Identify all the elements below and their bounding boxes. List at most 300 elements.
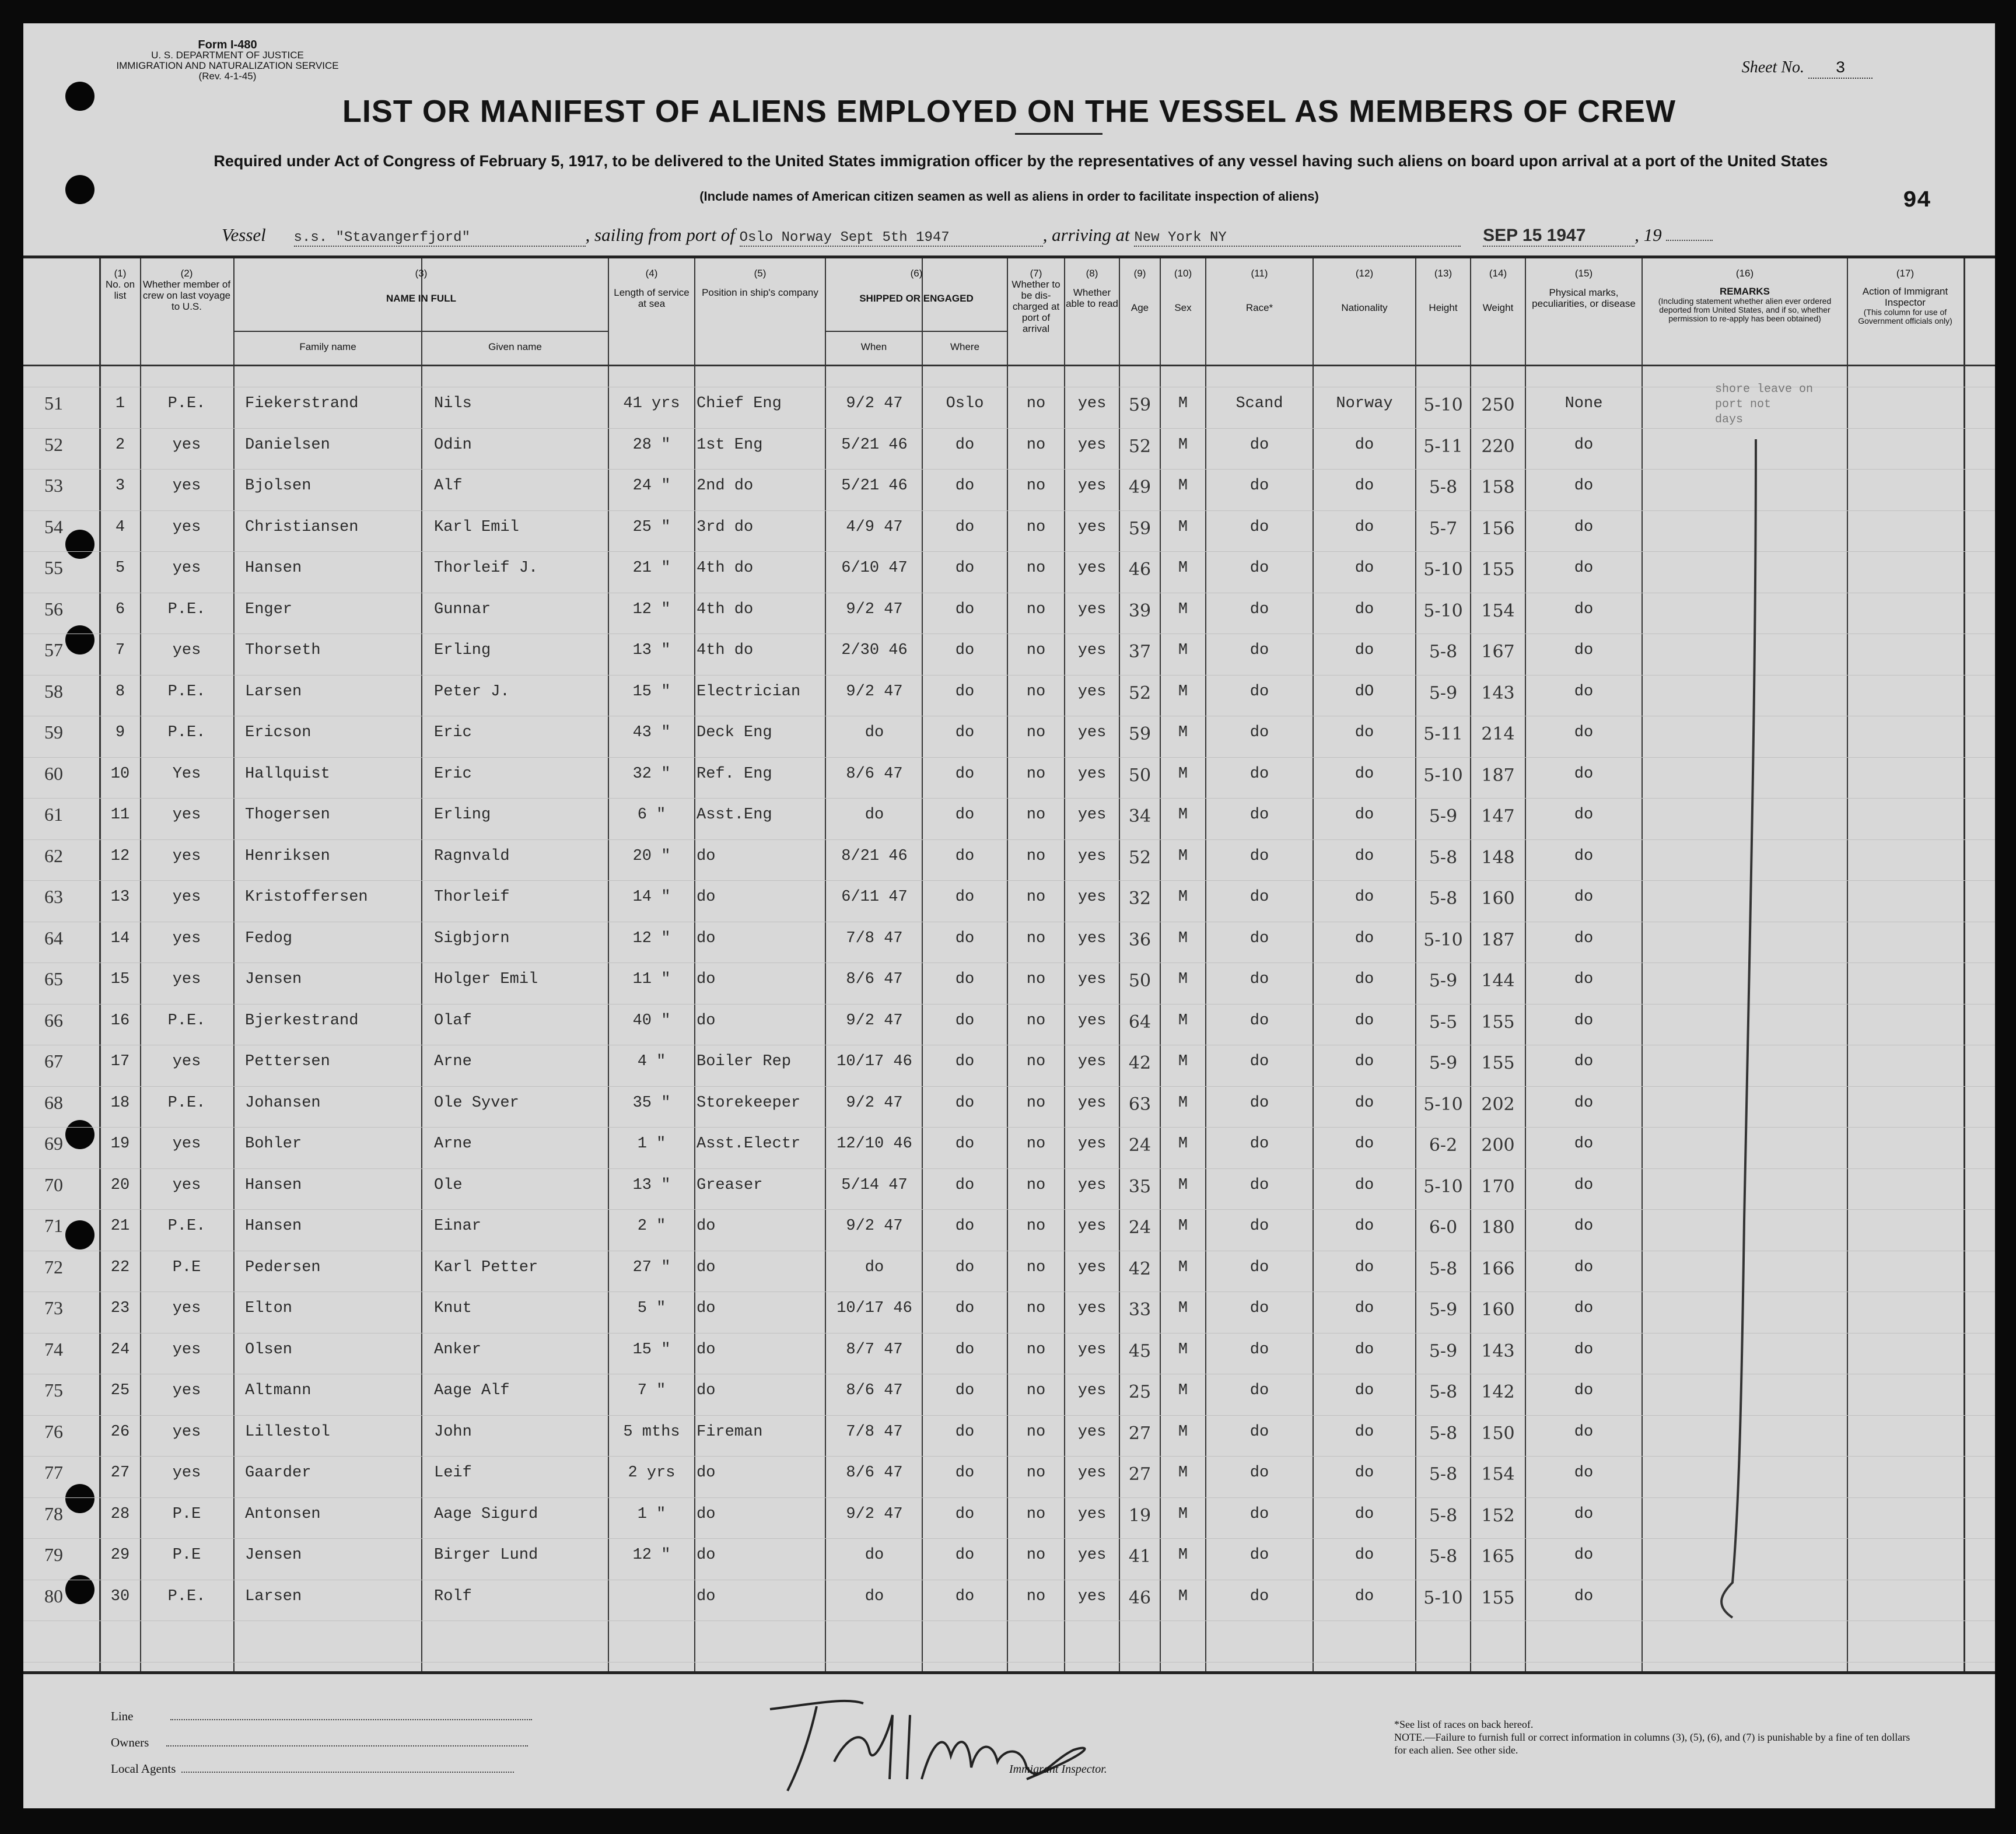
- crew-cell-sex: M: [1178, 1217, 1188, 1235]
- year-label: , 19: [1634, 225, 1662, 245]
- crew-cell-service: 43 ": [632, 724, 671, 741]
- column-rule: [922, 258, 923, 1671]
- crew-cell-sex: M: [1178, 1300, 1188, 1317]
- crew-cell-when: do: [864, 1258, 884, 1276]
- crew-cell-service: 32 ": [632, 765, 671, 783]
- crew-cell-position: do: [696, 888, 716, 906]
- crew-cell-age: 46: [1128, 559, 1152, 580]
- crew-cell-when: do: [864, 1587, 884, 1605]
- col15-header: (15) Physical marks, peculiarities, or disease: [1532, 268, 1636, 309]
- crew-cell-position: do: [696, 1587, 716, 1605]
- margin-line-number: 62: [44, 845, 63, 866]
- crew-cell-read: yes: [1077, 600, 1107, 618]
- crew-cell-family: Olsen: [245, 1340, 293, 1359]
- crew-cell-position: Ref. Eng: [696, 765, 772, 783]
- crew-cell-position: do: [696, 1464, 716, 1482]
- column-rule: [1312, 258, 1314, 1671]
- crew-cell-disch: no: [1026, 1464, 1046, 1482]
- crew-cell-family: Fedog: [245, 929, 293, 947]
- crew-cell-no: 10: [110, 765, 130, 783]
- crew-cell-read: yes: [1077, 971, 1107, 988]
- crew-cell-where: do: [955, 724, 975, 741]
- col6-subrule: [826, 331, 1007, 332]
- crew-cell-where: do: [955, 1505, 975, 1523]
- crew-cell-disch: no: [1026, 642, 1046, 659]
- crew-cell-last: P.E.: [167, 1094, 206, 1112]
- ruled-line: [23, 1004, 1995, 1005]
- col13-header: (13) Height: [1429, 268, 1458, 313]
- crew-cell-weight: 155: [1481, 1012, 1515, 1032]
- crew-cell-position: 4th do: [696, 642, 754, 659]
- owners-field: [111, 1735, 528, 1750]
- margin-line-number: 73: [44, 1297, 63, 1318]
- crew-cell-when: 9/2 47: [846, 1094, 903, 1112]
- crew-cell-given: John: [434, 1423, 472, 1441]
- crew-cell-age: 42: [1128, 1258, 1152, 1279]
- crew-cell-disch: no: [1026, 765, 1046, 783]
- crew-cell-age: 35: [1128, 1176, 1152, 1197]
- crew-cell-sex: M: [1178, 1258, 1188, 1276]
- arriving-port: New York NY: [1134, 230, 1461, 247]
- crew-cell-read: yes: [1077, 1300, 1107, 1317]
- crew-cell-service: 12 ": [632, 600, 671, 618]
- crew-cell-age: 41: [1128, 1546, 1152, 1567]
- crew-cell-last: yes: [172, 518, 201, 536]
- column-rule: [1470, 258, 1471, 1671]
- crew-cell-race: do: [1250, 1300, 1269, 1317]
- crew-cell-position: do: [696, 847, 716, 865]
- ruled-line: [23, 839, 1995, 840]
- crew-cell-no: 4: [115, 518, 125, 536]
- margin-line-number: 56: [44, 598, 63, 620]
- col17-header: (17) Action of Immigrant Inspector (This column for use of Government officials only): [1858, 268, 1952, 326]
- crew-cell-service: 1 ": [637, 1505, 666, 1523]
- crew-cell-family: Jensen: [245, 1546, 302, 1564]
- crew-cell-height: 5-8: [1429, 1258, 1458, 1279]
- crew-cell-nat: do: [1354, 971, 1374, 988]
- ruled-line: [23, 675, 1995, 676]
- inspector-label: Immigrant Inspector.: [1009, 1763, 1107, 1776]
- margin-line-number: 57: [44, 639, 63, 660]
- crew-cell-nat: do: [1354, 436, 1374, 454]
- crew-cell-read: yes: [1077, 436, 1107, 454]
- crew-cell-marks: do: [1574, 1258, 1594, 1276]
- crew-cell-height: 5-11: [1423, 436, 1463, 457]
- margin-line-number: 80: [44, 1585, 63, 1606]
- crew-cell-position: Storekeeper: [696, 1094, 801, 1112]
- crew-cell-weight: 160: [1481, 1300, 1515, 1320]
- crew-cell-family: Gaarder: [245, 1464, 312, 1482]
- form-number: Form I-480: [198, 38, 257, 51]
- crew-cell-given: Knut: [434, 1300, 472, 1317]
- crew-cell-nat: do: [1354, 559, 1374, 577]
- column-rule: [1007, 258, 1008, 1671]
- crew-cell-disch: no: [1026, 1217, 1046, 1235]
- crew-cell-height: 5-9: [1429, 1053, 1458, 1073]
- crew-cell-sex: M: [1178, 1423, 1188, 1441]
- crew-cell-when: 5/21 46: [841, 436, 908, 454]
- crew-cell-where: do: [955, 1053, 975, 1070]
- crew-cell-height: 5-11: [1423, 724, 1463, 744]
- crew-cell-marks: do: [1574, 1587, 1594, 1605]
- crew-cell-sex: M: [1178, 724, 1188, 741]
- crew-cell-height: 5-9: [1429, 806, 1458, 827]
- crew-cell-height: 5-8: [1429, 1505, 1458, 1526]
- crew-cell-given: Arne: [434, 1053, 472, 1070]
- crew-cell-given: Ole: [434, 1176, 463, 1194]
- form-identifier: [93, 40, 362, 82]
- crew-cell-weight: 150: [1481, 1423, 1515, 1444]
- crew-cell-weight: 143: [1481, 1340, 1515, 1362]
- crew-cell-service: 6 ": [637, 806, 666, 824]
- crew-cell-where: do: [955, 1423, 975, 1441]
- crew-cell-when: 5/21 46: [841, 477, 908, 495]
- crew-cell-where: do: [955, 1258, 975, 1276]
- crew-cell-no: 13: [110, 888, 130, 906]
- crew-cell-last: yes: [172, 847, 201, 865]
- crew-cell-last: yes: [172, 806, 201, 824]
- crew-cell-sex: M: [1178, 765, 1188, 783]
- crew-cell-no: 7: [115, 642, 125, 659]
- crew-cell-position: 3rd do: [696, 518, 754, 536]
- sheet-number-field: [1742, 58, 1873, 79]
- crew-cell-marks: do: [1574, 600, 1594, 618]
- crew-cell-last: yes: [172, 1340, 201, 1359]
- crew-cell-last: P.E.: [167, 395, 206, 412]
- crew-cell-when: 10/17 46: [836, 1300, 912, 1317]
- crew-cell-sex: M: [1178, 1340, 1188, 1359]
- crew-cell-sex: M: [1178, 395, 1188, 412]
- crew-cell-age: 39: [1128, 600, 1152, 621]
- crew-cell-age: 27: [1128, 1423, 1152, 1444]
- crew-cell-no: 2: [115, 436, 125, 454]
- crew-cell-sex: M: [1178, 559, 1188, 577]
- crew-cell-race: do: [1250, 1053, 1269, 1070]
- column-rule: [1064, 258, 1065, 1671]
- ruled-line: [23, 757, 1995, 758]
- crew-cell-last: yes: [172, 888, 201, 906]
- crew-cell-disch: no: [1026, 847, 1046, 865]
- crew-cell-no: 22: [110, 1258, 130, 1276]
- manifest-sheet: [23, 23, 1995, 1808]
- where-header: Where: [950, 341, 980, 352]
- col7-header: (7) Whether to be dis-charged at port of arrival: [1012, 268, 1060, 334]
- crew-cell-read: yes: [1077, 1423, 1107, 1441]
- crew-cell-last: yes: [172, 971, 201, 988]
- crew-cell-when: 9/2 47: [846, 682, 903, 701]
- margin-line-number: 77: [44, 1462, 63, 1483]
- crew-cell-age: 59: [1128, 518, 1152, 539]
- ruled-line: [23, 1333, 1995, 1334]
- crew-cell-weight: 202: [1481, 1094, 1515, 1115]
- crew-cell-when: 9/2 47: [846, 395, 903, 412]
- crew-cell-position: Boiler Rep: [696, 1053, 792, 1070]
- margin-line-number: 60: [44, 762, 63, 784]
- crew-cell-disch: no: [1026, 682, 1046, 701]
- crew-cell-weight: 154: [1481, 1464, 1515, 1485]
- crew-cell-height: 5-10: [1423, 559, 1463, 580]
- crew-cell-race: do: [1250, 1012, 1269, 1030]
- crew-cell-nat: do: [1354, 1258, 1374, 1276]
- margin-line-number: 58: [44, 680, 63, 702]
- crew-cell-nat: do: [1354, 847, 1374, 865]
- margin-line-number: 51: [44, 393, 63, 414]
- crew-cell-race: do: [1250, 518, 1269, 536]
- ruled-line: [23, 1168, 1995, 1169]
- crew-cell-where: do: [955, 559, 975, 577]
- crew-cell-marks: do: [1574, 1423, 1594, 1441]
- crew-cell-race: do: [1250, 600, 1269, 618]
- crew-cell-weight: 143: [1481, 682, 1515, 704]
- crew-cell-family: Bjerkestrand: [245, 1012, 359, 1030]
- margin-line-number: 72: [44, 1256, 63, 1278]
- crew-cell-age: 59: [1128, 395, 1152, 415]
- crew-cell-disch: no: [1026, 806, 1046, 824]
- margin-line-number: 54: [44, 516, 63, 537]
- crew-cell-service: 13 ": [632, 1176, 671, 1194]
- crew-cell-given: Odin: [434, 436, 472, 454]
- crew-cell-age: 52: [1128, 436, 1152, 457]
- line-label: Line: [111, 1709, 134, 1723]
- crew-cell-nat: do: [1354, 1135, 1374, 1153]
- crew-cell-when: do: [864, 1546, 884, 1564]
- crew-cell-given: Alf: [434, 477, 463, 495]
- crew-cell-weight: 147: [1481, 806, 1515, 827]
- header-rule: [23, 365, 1995, 366]
- crew-cell-disch: no: [1026, 477, 1046, 495]
- crew-cell-position: do: [696, 1258, 716, 1276]
- crew-cell-race: do: [1250, 847, 1269, 865]
- crew-cell-when: 6/11 47: [841, 888, 908, 906]
- crew-cell-race: do: [1250, 682, 1269, 701]
- crew-cell-read: yes: [1077, 929, 1107, 947]
- margin-line-number: 64: [44, 927, 63, 949]
- crew-cell-weight: 220: [1481, 436, 1515, 457]
- column-rule: [99, 258, 101, 1671]
- crew-cell-position: Chief Eng: [696, 395, 782, 412]
- crew-cell-marks: do: [1574, 1094, 1594, 1112]
- crew-cell-read: yes: [1077, 847, 1107, 865]
- crew-cell-service: 20 ": [632, 847, 671, 865]
- crew-cell-weight: 250: [1481, 395, 1515, 415]
- crew-cell-where: do: [955, 682, 975, 701]
- crew-cell-marks: do: [1574, 1464, 1594, 1482]
- crew-cell-given: Ragnvald: [434, 847, 510, 865]
- crew-cell-given: Sigbjorn: [434, 929, 510, 947]
- crew-cell-position: 1st Eng: [696, 436, 763, 454]
- crew-cell-weight: 180: [1481, 1217, 1515, 1238]
- crew-cell-race: do: [1250, 1135, 1269, 1153]
- margin-line-number: 76: [44, 1420, 63, 1442]
- crew-cell-nat: do: [1354, 642, 1374, 659]
- crew-cell-no: 19: [110, 1135, 130, 1153]
- ruled-line: [23, 1086, 1995, 1087]
- col2-header: (2) Whether member of crew on last voyage to U.S.: [142, 268, 231, 312]
- crew-cell-height: 5-8: [1429, 1546, 1458, 1567]
- crew-cell-no: 29: [110, 1546, 130, 1564]
- crew-cell-no: 30: [110, 1587, 130, 1605]
- crew-cell-sex: M: [1178, 1012, 1188, 1030]
- crew-cell-position: do: [696, 1546, 716, 1564]
- crew-cell-height: 5-8: [1429, 477, 1458, 498]
- crew-cell-read: yes: [1077, 395, 1107, 412]
- crew-cell-last: P.E: [172, 1258, 201, 1276]
- crew-cell-no: 25: [110, 1382, 130, 1399]
- page-title: LIST OR MANIFEST OF ALIENS EMPLOYED ON THE VESSEL AS MEMBERS OF CREW: [342, 94, 1676, 129]
- inspector-signature: [747, 1692, 1108, 1803]
- crew-cell-disch: no: [1026, 559, 1046, 577]
- crew-cell-no: 23: [110, 1300, 130, 1317]
- crew-cell-position: 2nd do: [696, 477, 754, 495]
- crew-cell-service: 21 ": [632, 559, 671, 577]
- crew-cell-read: yes: [1077, 477, 1107, 495]
- crew-cell-last: yes: [172, 1053, 201, 1070]
- crew-cell-service: 13 ": [632, 642, 671, 659]
- crew-cell-no: 9: [115, 724, 125, 741]
- crew-cell-no: 16: [110, 1012, 130, 1030]
- crew-cell-marks: do: [1574, 971, 1594, 988]
- crew-cell-marks: do: [1574, 806, 1594, 824]
- crew-cell-when: 9/2 47: [846, 600, 903, 618]
- column-rule: [1205, 258, 1206, 1671]
- crew-cell-service: 27 ": [632, 1258, 671, 1276]
- crew-cell-where: do: [955, 806, 975, 824]
- crew-cell-nat: do: [1354, 1217, 1374, 1235]
- line-field: [111, 1709, 532, 1724]
- crew-cell-where: do: [955, 765, 975, 783]
- crew-cell-position: do: [696, 1340, 716, 1359]
- margin-line-number: 53: [44, 475, 63, 496]
- crew-cell-given: Eric: [434, 724, 472, 741]
- crew-cell-given: Eric: [434, 765, 472, 783]
- family-name-header: Family name: [299, 341, 356, 352]
- agents-fill: [181, 1772, 514, 1773]
- crew-cell-weight: 144: [1481, 971, 1515, 991]
- crew-cell-race: do: [1250, 1217, 1269, 1235]
- crew-cell-age: 64: [1128, 1012, 1152, 1032]
- crew-cell-disch: no: [1026, 1340, 1046, 1359]
- crew-cell-where: do: [955, 518, 975, 536]
- ruled-line: [23, 551, 1995, 552]
- crew-cell-no: 5: [115, 559, 125, 577]
- crew-cell-when: 6/10 47: [841, 559, 908, 577]
- crew-cell-given: Leif: [434, 1464, 472, 1482]
- crew-cell-read: yes: [1077, 1176, 1107, 1194]
- col5-header: (5) Position in ship's company: [702, 268, 818, 298]
- crew-cell-weight: 187: [1481, 929, 1515, 950]
- crew-cell-sex: M: [1178, 1546, 1188, 1564]
- crew-cell-service: 25 ": [632, 518, 671, 536]
- crew-cell-age: 32: [1128, 888, 1152, 909]
- crew-cell-last: yes: [172, 929, 201, 947]
- crew-cell-weight: 167: [1481, 642, 1515, 662]
- crew-cell-sex: M: [1178, 888, 1188, 906]
- crew-cell-service: 12 ": [632, 1546, 671, 1564]
- crew-cell-nat: do: [1354, 1464, 1374, 1482]
- crew-cell-race: do: [1250, 1587, 1269, 1605]
- crew-cell-marks: do: [1574, 1382, 1594, 1399]
- crew-cell-last: yes: [172, 1135, 201, 1153]
- column-rule: [1964, 258, 1965, 1671]
- crew-cell-read: yes: [1077, 1464, 1107, 1482]
- crew-cell-when: 5/14 47: [841, 1176, 908, 1194]
- crew-cell-disch: no: [1026, 436, 1046, 454]
- crew-cell-service: 5 mths: [623, 1423, 680, 1441]
- crew-cell-weight: 156: [1481, 518, 1515, 539]
- crew-cell-age: 34: [1128, 806, 1152, 827]
- crew-cell-family: Antonsen: [245, 1505, 321, 1523]
- crew-cell-age: 63: [1128, 1094, 1152, 1115]
- crew-cell-family: Pedersen: [245, 1258, 321, 1276]
- crew-cell-service: 41 yrs: [623, 395, 680, 412]
- page-subnote: (Include names of American citizen seamen as well as aliens in order to facilitate inspection of aliens): [699, 189, 1319, 204]
- column-rule: [1160, 258, 1161, 1671]
- crew-cell-nat: do: [1354, 1423, 1374, 1441]
- crew-cell-nat: do: [1354, 1176, 1374, 1194]
- crew-cell-race: do: [1250, 971, 1269, 988]
- crew-cell-no: 27: [110, 1464, 130, 1482]
- crew-cell-age: 33: [1128, 1300, 1152, 1320]
- col12-header: (12) Nationality: [1341, 268, 1388, 313]
- crew-cell-no: 8: [115, 682, 125, 701]
- crew-cell-marks: do: [1574, 888, 1594, 906]
- crew-cell-marks: None: [1564, 395, 1603, 412]
- crew-cell-service: 24 ": [632, 477, 671, 495]
- column-rule: [1525, 258, 1526, 1671]
- crew-cell-when: 8/6 47: [846, 971, 903, 988]
- crew-cell-nat: do: [1354, 477, 1374, 495]
- crew-cell-marks: do: [1574, 559, 1594, 577]
- crew-cell-no: 12: [110, 847, 130, 865]
- crew-cell-position: do: [696, 971, 716, 988]
- crew-cell-read: yes: [1077, 1094, 1107, 1112]
- column-rule: [825, 258, 826, 1671]
- crew-cell-age: 24: [1128, 1217, 1152, 1238]
- crew-cell-family: Ericson: [245, 724, 312, 741]
- crew-cell-marks: do: [1574, 765, 1594, 783]
- margin-line-number: 79: [44, 1544, 63, 1565]
- crew-cell-position: Asst.Eng: [696, 806, 772, 824]
- crew-cell-height: 5-8: [1429, 847, 1458, 868]
- crew-cell-last: yes: [172, 1176, 201, 1194]
- crew-cell-disch: no: [1026, 1094, 1046, 1112]
- crew-cell-marks: do: [1574, 724, 1594, 741]
- crew-cell-given: Erling: [434, 806, 491, 824]
- crew-cell-race: do: [1250, 888, 1269, 906]
- crew-cell-given: Rolf: [434, 1587, 472, 1605]
- crew-cell-age: 36: [1128, 929, 1152, 950]
- crew-cell-service: 2 yrs: [628, 1464, 676, 1482]
- crew-cell-where: do: [955, 929, 975, 947]
- crew-cell-when: 2/30 46: [841, 642, 908, 659]
- crew-cell-given: Nils: [434, 395, 472, 412]
- crew-cell-weight: 154: [1481, 600, 1515, 621]
- arriving-label: , arriving at: [1042, 225, 1130, 245]
- crew-cell-no: 26: [110, 1423, 130, 1441]
- crew-cell-nat: do: [1354, 1300, 1374, 1317]
- crew-cell-marks: do: [1574, 1300, 1594, 1317]
- ruled-line: [23, 510, 1995, 511]
- crew-cell-age: 52: [1128, 847, 1152, 868]
- crew-cell-no: 21: [110, 1217, 130, 1235]
- crew-cell-marks: do: [1574, 847, 1594, 865]
- crew-cell-marks: do: [1574, 436, 1594, 454]
- crew-cell-service: 4 ": [637, 1053, 666, 1070]
- crew-cell-position: Greaser: [696, 1176, 763, 1194]
- crew-cell-service: 40 ": [632, 1012, 671, 1030]
- crew-cell-position: 4th do: [696, 600, 754, 618]
- crew-cell-where: do: [955, 888, 975, 906]
